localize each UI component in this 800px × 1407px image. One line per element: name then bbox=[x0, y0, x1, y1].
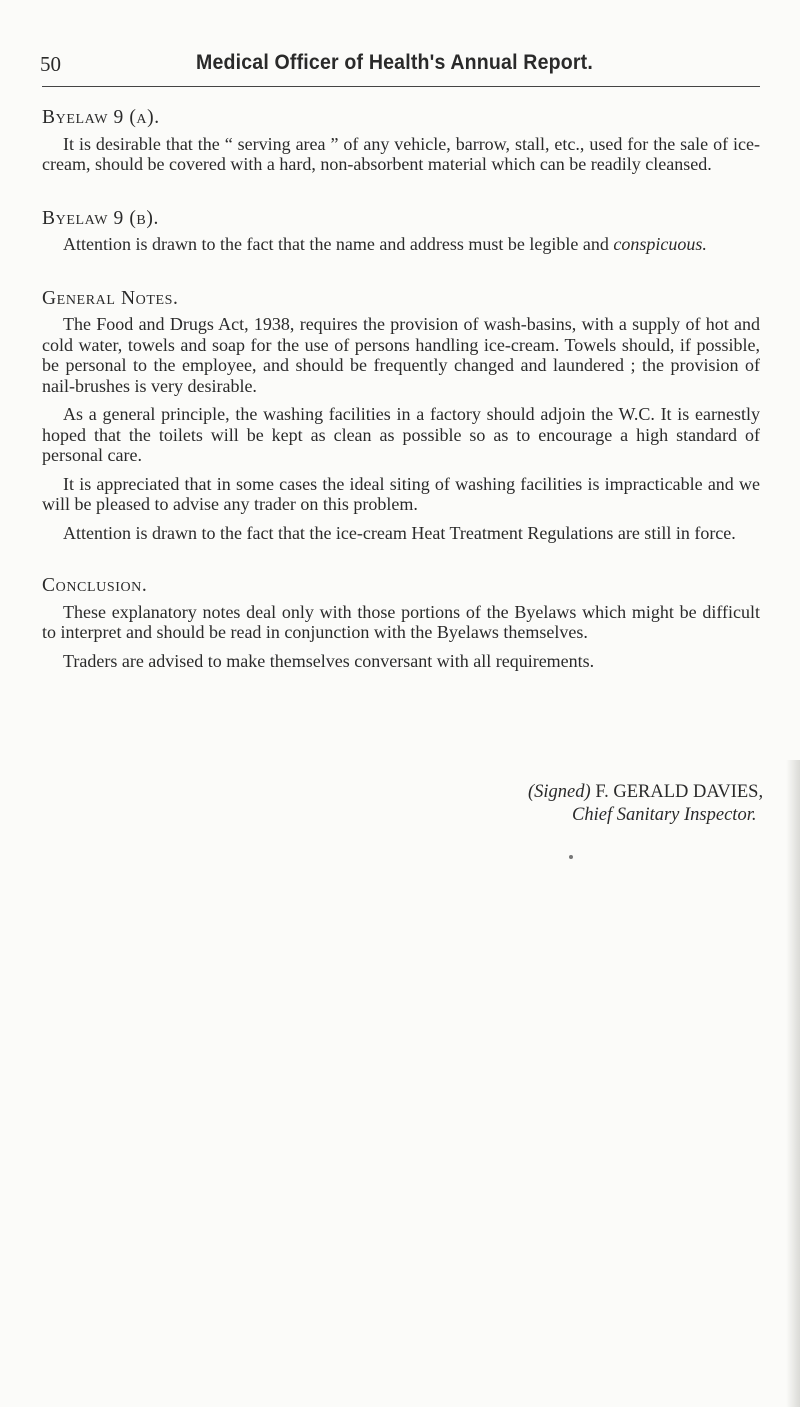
section-heading: Byelaw 9 (a). bbox=[42, 107, 160, 128]
paragraph: The Food and Drugs Act, 1938, requires the provision of wash-basins, with a supply of hot and cold water, towels and soap for the use of persons handling ice-cream. Towels should, if possible, be personal to the employee, and should be frequently changed and laundered ; the provision of nail-brushes is very desirable. bbox=[42, 314, 760, 396]
header-rule bbox=[42, 86, 760, 87]
page-edge-shadow bbox=[786, 760, 800, 1407]
signed-label: (Signed) bbox=[528, 782, 591, 802]
page-header bbox=[40, 50, 762, 90]
section-conclusion bbox=[42, 576, 760, 671]
page-number: 50 bbox=[40, 52, 61, 76]
paragraph: It is desirable that the “ serving area ” of any vehicle, barrow, stall, etc., used for the sale of ice-cream, should be covered with a hard, non-absorbent material which can be readily cleansed. bbox=[42, 133, 760, 174]
paragraph: As a general principle, the washing facilities in a factory should adjoin the W.C. It is earnestly hoped that the toilets will be kept as clean as possible so as to encourage a high standard of personal care. bbox=[42, 404, 760, 465]
emphasis-text: conspicuous. bbox=[613, 234, 707, 254]
paragraph: Traders are advised to make themselves conversant with all requirements. bbox=[63, 650, 595, 671]
running-title: Medical Officer of Health's Annual Report. bbox=[196, 51, 593, 74]
paragraph-text: Attention is drawn to the fact that the name and address must be legible and bbox=[63, 234, 614, 254]
section-heading: Conclusion. bbox=[42, 575, 148, 596]
paragraph bbox=[42, 234, 760, 255]
section-general-notes bbox=[42, 289, 760, 544]
signature-line bbox=[528, 779, 763, 805]
paragraph: These explanatory notes deal only with those portions of the Byelaws which might be difficult to interpret and should be read in conjunction with the Byelaws themselves. bbox=[42, 601, 760, 642]
section-heading: Byelaw 9 (b). bbox=[42, 207, 159, 229]
speck-mark bbox=[569, 855, 573, 859]
document-body bbox=[42, 108, 760, 705]
section-byelaw-9b bbox=[42, 209, 760, 255]
section-heading: General Notes. bbox=[42, 287, 179, 309]
signatory-name: F. GERALD DAVIES, bbox=[595, 782, 764, 802]
paragraph: It is appreciated that in some cases the ideal siting of washing facilities is impracticable and we will be pleased to advise any trader on this problem. bbox=[42, 473, 760, 514]
paragraph: Attention is drawn to the fact that the ice-cream Heat Treatment Regulations are still in force. bbox=[63, 522, 736, 543]
signatory-title: Chief Sanitary Inspector. bbox=[572, 805, 757, 825]
section-byelaw-9a bbox=[42, 108, 760, 175]
